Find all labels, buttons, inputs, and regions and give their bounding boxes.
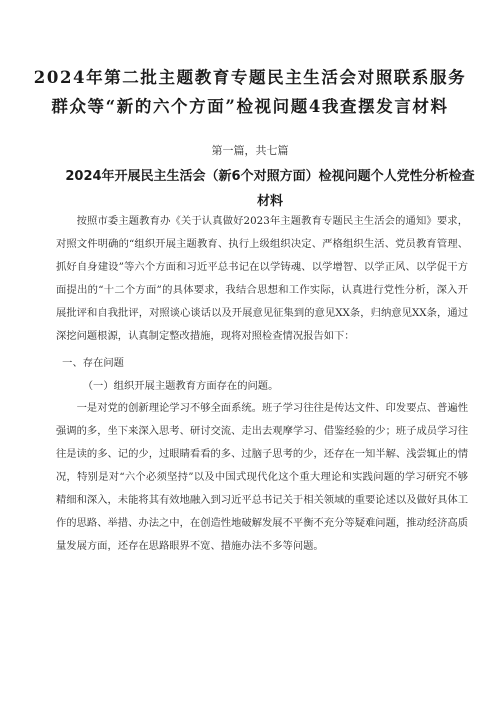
body-paragraph: 一是对党的创新理论学习不够全面系统。班子学习往往是传达文件、印发要点、普遍性强调的多，坐下来深入思考、研讨交流、走出去观摩学习、借鉴经验的少；班子成员学习往往是读的多、记的少，过眼睛看看的多、过脑子思考的少，还存在一知半解、浅尝辄止的情况，特别是对“六个必须坚持”以及中国式现代化这个重大理论和实践问题的学习研究不够精细和深入，未能将其有效地融入到习近平总书记关于相关领域的重要论述以及做好具体工作的思路、举措、办法之中，在创造性地破解发展不平衡不充分等疑难问题，推动经济高质量发展方面，还存在思路眼界不宽、措施办法不多等问题。 [56,402,468,552]
intro-paragraph: 按照市委主题教育办《关于认真做好2023年主题教育专题民主生活会的通知》要求，对照文件明确的“组织开展主题教育、执行上级组织决定、严格组织生活、党员教育管理、抓好自身建设”等六个方面和习近平总书记在以学铸魂、以学增智、以学正风、以学促干方面提出的“十二个方面”的具体要求，我结合思想和工作实际，认真进行党性分析，深入开展批评和自我批评，对照谈心谈话以及开展意见征集到的意见XX条，归纳意见XX条，通过深挖问题根源，认真制定整改措施，现将对照检查情况报告如下： [56,215,468,342]
document-title: 2024年第二批主题教育专题民主生活会对照联系服务群众等“新的六个方面”检视问题4我查摆发言材料 [33,68,467,116]
document-subtitle: 2024年开展民主生活会（新6个对照方面）检视问题个人党性分析检查材料 [65,169,475,209]
section-label: 第一篇，共七篇 [211,144,289,157]
subsection-heading: （一）组织开展主题教育方面存在的问题。 [82,380,279,392]
section-heading: 一、存在问题 [62,357,124,369]
